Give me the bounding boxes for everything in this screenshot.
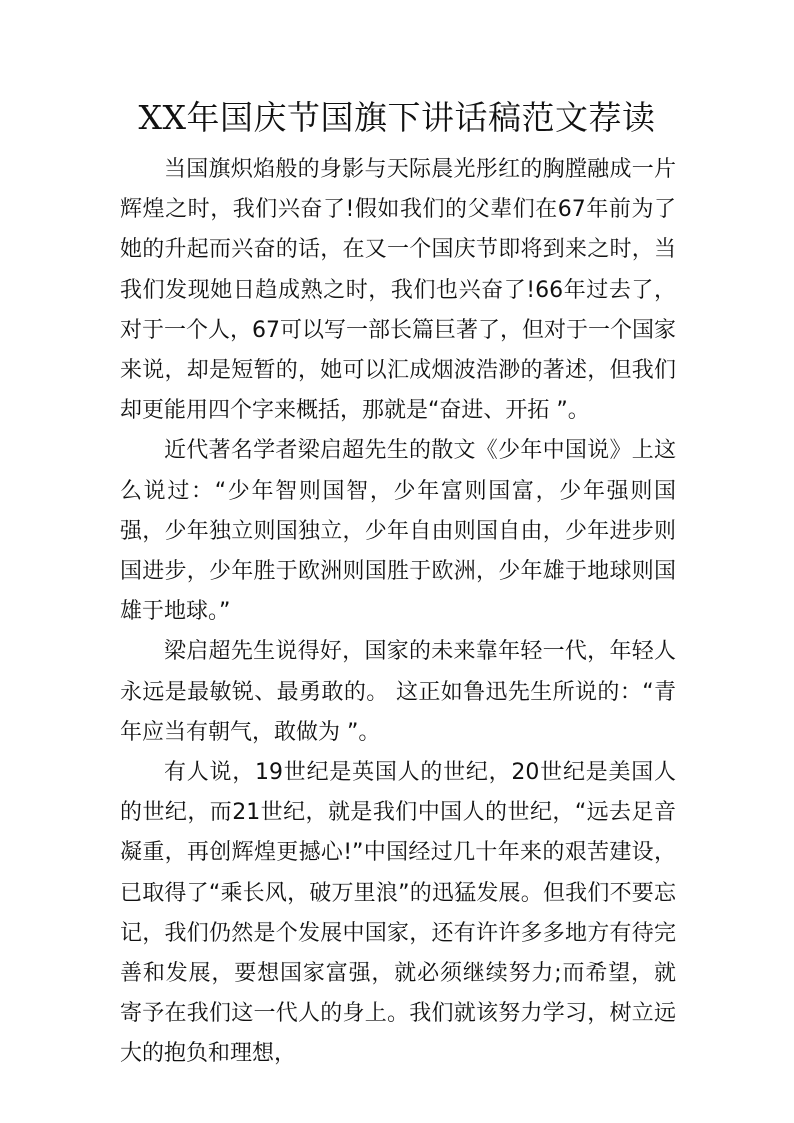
document-title: XX年国庆节国旗下讲话稿范文荐读 <box>138 98 656 137</box>
paragraph-1: 当国旗炽焰般的身影与天际晨光彤红的胸膛融成一片辉煌之时，我们兴奋了!假如我们的父辈们在67年前为了她的升起而兴奋的话，在又一个国庆节即将到来之时，当我们发现她日趋成熟之时，我们也兴奋了!66年过去了，对于一个人，67可以写一部长篇巨著了，但对于一个国家来说，却是短暂的，她可以汇成烟波浩渺的著述，但我们却更能用四个字来概括，那就是“奋进、开拓 ”。 <box>120 157 676 424</box>
paragraph-3: 梁启超先生说得好，国家的未来靠年轻一代，年轻人永远是最敏锐、最勇敢的。 这正如鲁迅先生所说的：“青年应当有朝气，敢做为 ”。 <box>120 639 676 745</box>
document-body <box>120 150 676 1075</box>
paragraph-2: 近代著名学者梁启超先生的散文《少年中国说》上这么说过：“少年智则国智，少年富则国富，少年强则国强，少年独立则国独立，少年自由则国自由，少年进步则国进步，少年胜于欧洲则国胜于欧洲，少年雄于地球则国雄于地球。” <box>120 438 676 625</box>
paragraph-4: 有人说，19世纪是英国人的世纪，20世纪是美国人的世纪，而21世纪，就是我们中国人的世纪，“远去足音凝重，再创辉煌更撼心!”中国经过几十年来的艰苦建设，已取得了“乘长风，破万里浪”的迅猛发展。但我们不要忘记，我们仍然是个发展中国家，还有许许多多地方有待完善和发展，要想国家富强，就必须继续努力;而希望，就寄予在我们这一代人的身上。我们就该努力学习，树立远大的抱负和理想， <box>120 760 676 1067</box>
